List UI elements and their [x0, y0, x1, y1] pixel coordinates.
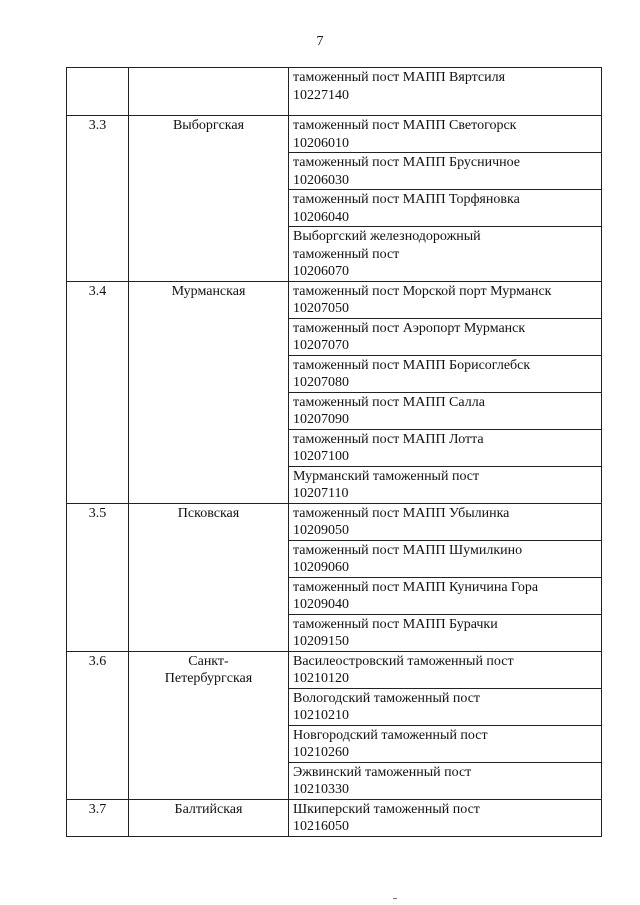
customs-post-cell — [289, 651, 602, 688]
page-number: 7 — [316, 34, 324, 49]
customs-post-name: Мурманский таможенный пост — [293, 468, 480, 484]
customs-posts-table — [66, 67, 602, 837]
customs-post-cell — [289, 355, 602, 392]
customs-post-name: таможенный пост Морской порт Мурманск — [293, 283, 552, 299]
customs-post-cell — [289, 392, 602, 429]
customs-post-cell — [289, 318, 602, 355]
section-number-cell: 3.6 — [67, 651, 129, 799]
customs-post-cell — [289, 68, 602, 116]
customs-post-code: 10206010 — [293, 135, 349, 151]
customs-post-name: таможенный пост МАПП Борисоглебск — [293, 357, 531, 373]
customs-post-code: 10206070 — [293, 264, 349, 279]
customs-post-name: таможенный пост МАПП Светогорск — [293, 118, 517, 133]
customs-post-cell — [289, 725, 602, 762]
region-cell: Выборгская — [129, 116, 289, 282]
section-number-cell — [67, 68, 129, 116]
customs-post-cell — [289, 540, 602, 577]
table-row — [67, 503, 602, 540]
table-row — [67, 116, 602, 153]
customs-post-code: 10210330 — [293, 782, 349, 797]
table-row — [67, 281, 602, 318]
customs-posts-table-container — [66, 67, 602, 837]
region-cell: Мурманская — [129, 281, 289, 503]
region-cell — [129, 68, 289, 116]
customs-post-code: 10206040 — [293, 209, 349, 225]
customs-post-name: таможенный пост МАПП Торфяновка — [293, 192, 520, 207]
customs-post-cell — [289, 577, 602, 614]
customs-post-code: 10209040 — [293, 597, 349, 612]
customs-post-name: таможенный пост МАПП Брусничное — [293, 155, 521, 170]
customs-post-cell — [289, 614, 602, 651]
table-row — [67, 68, 602, 116]
table-row — [67, 651, 602, 688]
table-row — [67, 799, 602, 836]
customs-post-name: таможенный пост Аэропорт Мурманск — [293, 320, 526, 336]
customs-post-name: Эжвинский таможенный пост — [293, 764, 472, 780]
customs-post-name: таможенный пост МАПП Убылинка — [293, 505, 510, 521]
region-cell: Санкт- Петербургская — [129, 651, 289, 799]
customs-post-cell — [289, 116, 602, 153]
region-cell: Псковская — [129, 503, 289, 651]
customs-post-code: 10209150 — [293, 634, 349, 649]
customs-post-cell — [289, 281, 602, 318]
section-number-cell: 3.5 — [67, 503, 129, 651]
customs-post-code: 10207090 — [293, 412, 349, 427]
customs-post-code: 10227140 — [293, 87, 349, 103]
customs-post-name: Выборгский железнодорожный таможенный пост — [293, 229, 481, 262]
table-body — [67, 68, 602, 837]
customs-post-name: таможенный пост МАПП Бурачки — [293, 616, 498, 632]
customs-post-code: 10207080 — [293, 375, 349, 390]
customs-post-code: 10216050 — [293, 819, 349, 834]
customs-post-name: таможенный пост МАПП Шумилкино — [293, 542, 523, 558]
customs-post-code: 10210120 — [293, 671, 349, 686]
customs-post-code: 10207110 — [293, 486, 349, 501]
customs-post-cell — [289, 762, 602, 799]
customs-post-cell — [289, 799, 602, 836]
customs-post-code: 10210260 — [293, 745, 349, 760]
customs-post-cell — [289, 153, 602, 190]
customs-post-name: Шкиперский таможенный пост — [293, 801, 480, 817]
customs-post-code: 10209050 — [293, 523, 349, 538]
customs-post-name: Василеостровский таможенный пост — [293, 653, 514, 669]
customs-post-name: Вологодский таможенный пост — [293, 690, 481, 706]
customs-post-code: 10207050 — [293, 301, 349, 316]
customs-post-cell — [289, 429, 602, 466]
customs-post-name: таможенный пост МАПП Вяртсиля — [293, 70, 506, 85]
customs-post-code: 10207070 — [293, 338, 349, 353]
region-cell: Балтийская — [129, 799, 289, 836]
scan-artifact-dot — [393, 898, 397, 899]
customs-post-cell — [289, 688, 602, 725]
section-number-cell: 3.7 — [67, 799, 129, 836]
customs-post-name: таможенный пост МАПП Лотта — [293, 431, 484, 447]
section-number-cell: 3.4 — [67, 281, 129, 503]
customs-post-cell — [289, 190, 602, 227]
customs-post-code: 10209060 — [293, 560, 349, 575]
customs-post-name: Новгородский таможенный пост — [293, 727, 488, 743]
customs-post-cell — [289, 227, 602, 282]
customs-post-name: таможенный пост МАПП Куничина Гора — [293, 579, 539, 595]
section-number-cell: 3.3 — [67, 116, 129, 282]
customs-post-code: 10210210 — [293, 708, 349, 723]
customs-post-code: 10207100 — [293, 449, 349, 464]
customs-post-cell — [289, 466, 602, 503]
customs-post-code: 10206030 — [293, 172, 349, 188]
customs-post-name: таможенный пост МАПП Салла — [293, 394, 485, 410]
customs-post-cell — [289, 503, 602, 540]
